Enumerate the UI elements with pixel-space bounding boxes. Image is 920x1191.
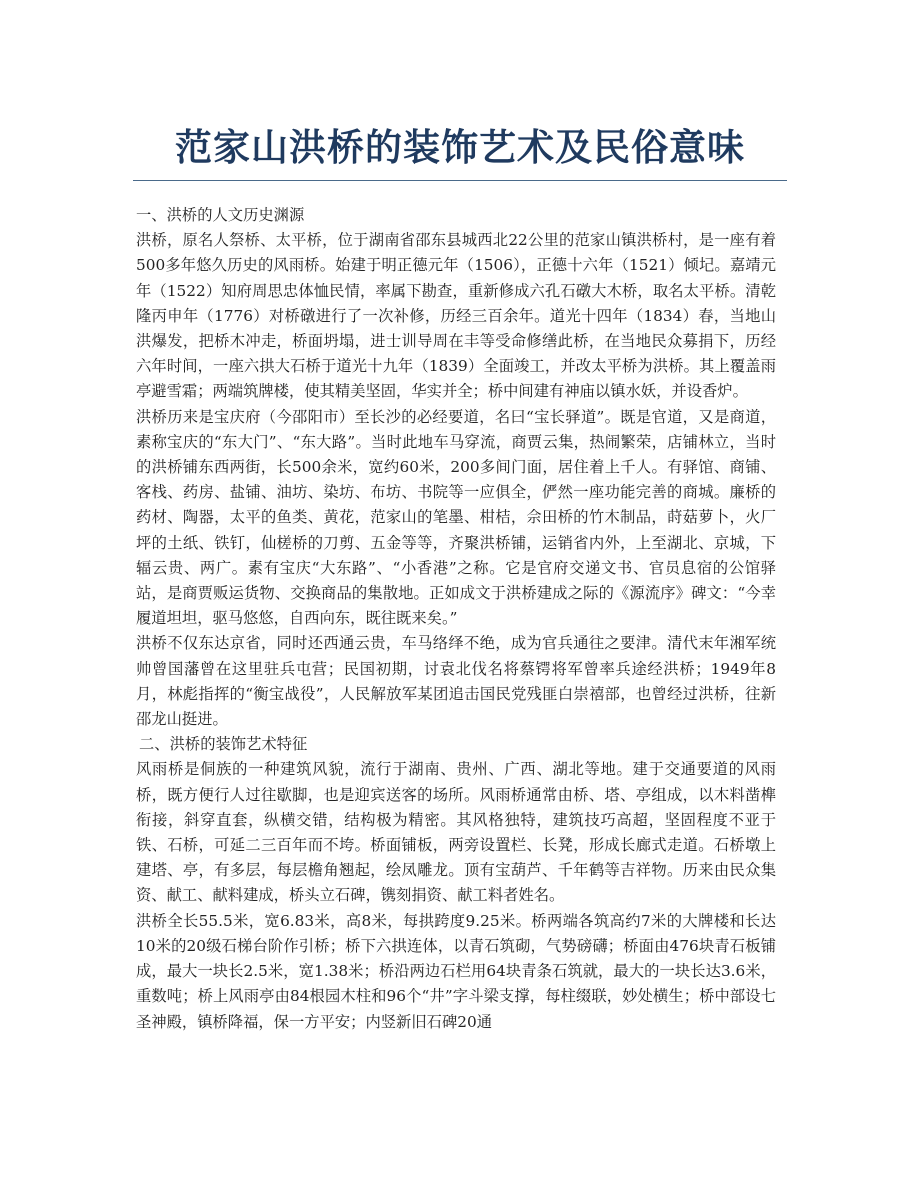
paragraph: 洪桥全长55.5米，宽6.83米，高8米，每拱跨度9.25米。桥两端各筑高约7米的大牌楼和长达10米的20级石梯台阶作引桥；桥下六拱连体，以青石筑砌，气势磅礴；桥面由476块青石板铺成，最大一块长2.5米，宽1.38米；桥沿两边石栏用64块青条石筑就，最大的一块长达3.6米，重数吨；桥上风雨亭由84根园木柱和96个“井”字斗梁支撑，每柱缀联，妙处横生；桥中部设七圣神殿，镇桥降福，保一方平安；内竖新旧石碑20通: [136, 911, 776, 1031]
paragraph: 风雨桥是侗族的一种建筑风貌，流行于湖南、贵州、广西、湖北等地。建于交通要道的风雨桥，既方便行人过往歇脚，也是迎宾送客的场所。风雨桥通常由桥、塔、亭组成，以木料凿榫衔接，斜穿直套，纵横交错，结构极为精密。其风格独特，建筑技巧高超，坚固程度不亚于铁、石桥，可延二三百年而不垮。桥面铺板，两旁设置栏、长凳，形成长廊式走道。石桥墩上建塔、亭，有多层，每层檐角翘起，绘凤雕龙。顶有宝葫芦、千年鹤等吉祥物。历来由民众集资、献工、献料建成，桥头立石碑，镌刻捐资、献工料者姓名。: [136, 760, 776, 905]
document-body: [136, 203, 776, 1035]
title-divider: [133, 180, 787, 181]
section-heading-1: 一、洪桥的人文历史渊源: [136, 206, 305, 224]
section-heading-2: 二、洪桥的装饰艺术特征: [139, 735, 308, 754]
paragraph: 洪桥，原名人祭桥、太平桥，位于湖南省邵东县城西北22公里的范家山镇洪桥村，是一座有着500多年悠久历史的风雨桥。始建于明正德元年（1506），正德十六年（1521）倾圮。嘉靖元年（1522）知府周思忠体恤民情，率属下勘查，重新修成六孔石礅大木桥，取名太平桥。清乾隆丙申年（1776）对桥礅进行了一次补修，历经三百余年。道光十四年（1834）春，当地山洪爆发，把桥木冲走，桥面坍塌，进士训导周在丰等受命修缮此桥，在当地民众募捐下，历经六年时间，一座六拱大石桥于道光十九年（1839）全面竣工，并改太平桥为洪桥。其上覆盖雨亭避雪霜；两端筑牌楼，使其精美坚固，华实并全；桥中间建有神庙以镇水妖，并设香炉。: [136, 231, 776, 401]
paragraph: 洪桥不仅东达京省，同时还西通云贵，车马络绎不绝，成为官兵通往之要津。清代末年湘军统帅曾国藩曾在这里驻兵屯营；民国初期，讨袁北伐名将蔡锷将军曾率兵途经洪桥；1949年8月，林彪指挥的“衡宝战役”，人民解放军某团追击国民党残匪白崇禧部，也曾经过洪桥，往新邵龙山挺进。: [136, 634, 776, 729]
document-title: 范家山洪桥的装饰艺术及民俗意味: [175, 126, 745, 169]
paragraph: 洪桥历来是宝庆府（今邵阳市）至长沙的必经要道，名曰“宝长驿道”。既是官道，又是商道，素称宝庆的“东大门”、“东大路”。当时此地车马穿流，商贾云集，热闹繁荣，店铺林立，当时的洪桥铺东西两街，长500余米，宽约60米，200多间门面，居住着上千人。有驿馆、商铺、客栈、药房、盐铺、油坊、染坊、布坊、书院等一应俱全，俨然一座功能完善的商城。廉桥的药材、陶器，太平的鱼类、黄花，范家山的笔墨、柑桔，佘田桥的竹木制品，莳菇萝卜，火厂坪的土纸、铁钉，仙槎桥的刀剪、五金等等，齐聚洪桥铺，运销省内外，上至湖北、京城，下辐云贵、两广。素有宝庆“大东路”、“小香港”之称。它是官府交递文书、官员息宿的公馆驿站，是商贾贩运货物、交换商品的集散地。正如成文于洪桥建成之际的《源流序》碑文：“今幸履道坦坦，驱马悠悠，自西向东，既往既来矣。”: [136, 407, 776, 628]
